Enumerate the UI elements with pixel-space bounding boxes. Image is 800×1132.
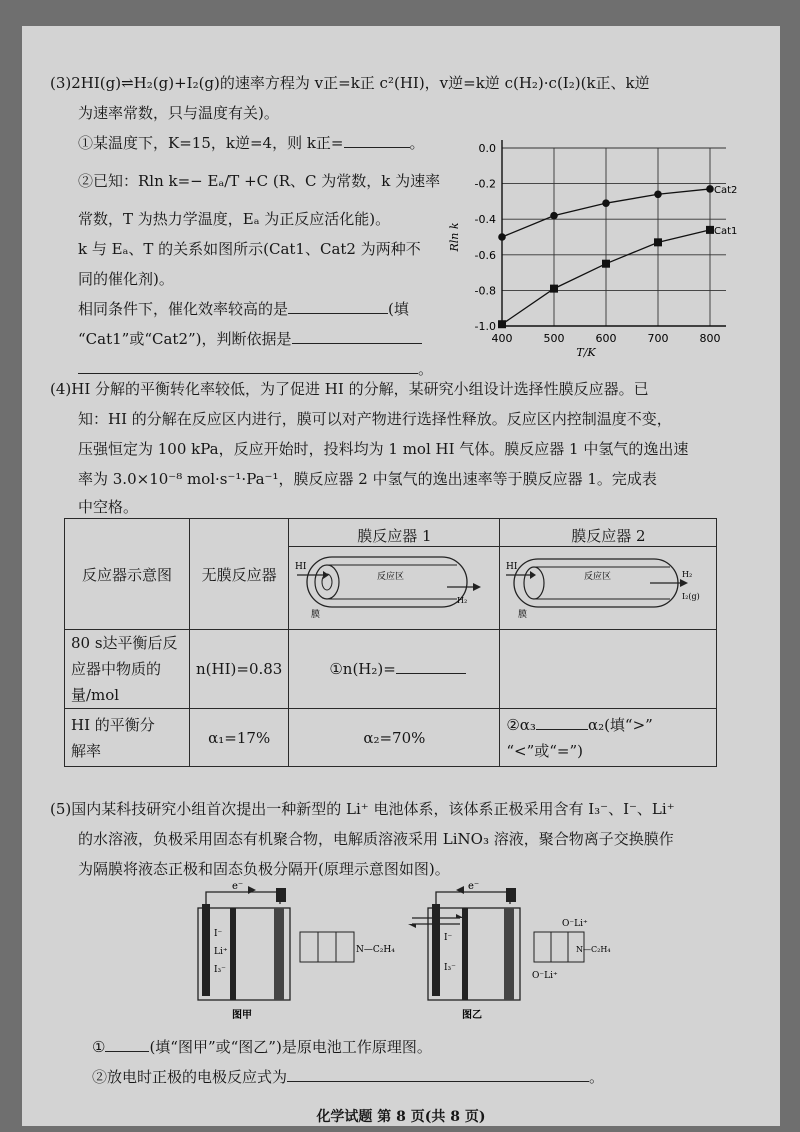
alpha3-compare-line2: “<”或“=”): [506, 741, 584, 760]
reactor2-membrane-label: 膜: [518, 610, 528, 620]
yi-polymer-structure: [532, 919, 611, 981]
q3-reason-blank-2: [78, 373, 418, 374]
fig-jia-label: 图甲: [232, 1010, 252, 1021]
q5-sub1-text: (填“图甲”或“图乙”)是原电池工作原理图。: [149, 1038, 432, 1056]
q5-sub1-blank: [105, 1051, 149, 1052]
q5-sub2-end: 。: [589, 1068, 605, 1086]
q3-reason-blank: [292, 343, 422, 344]
jia-ion-i: I⁻: [214, 929, 223, 939]
yi-membrane: [462, 908, 468, 1000]
yi-electron-label: e⁻: [468, 882, 480, 892]
reverse-arrow-head: [408, 924, 416, 928]
table-amount-row: [65, 630, 717, 709]
row2-label-line3: 量/mol: [71, 686, 120, 704]
reactor2-inlet-head: [530, 571, 536, 579]
table-col1-header-text: 反应器示意图: [81, 565, 172, 584]
reactor2-svg: [500, 547, 704, 625]
chart-point-cat1: [550, 285, 558, 293]
jia-electron-label: e⁻: [232, 882, 244, 892]
table-col1-header: [65, 519, 190, 630]
jia-electrode-left: [202, 904, 210, 996]
yi-li-label-bottom: O⁻Li⁺: [532, 971, 558, 981]
yi-ion-i3: I₃⁻: [444, 963, 456, 973]
q3-sub2-line1: ②已知：Rln k=− Eₐ/T +C (R、C 为常数，k 为速率: [78, 172, 441, 190]
q5-sub2: [92, 1070, 604, 1085]
q3-sub2-line5: [78, 302, 409, 317]
q5-sub1-lead: ①: [92, 1038, 106, 1056]
chart-y-tick-label: 0.0: [478, 142, 496, 155]
chart-point-cat1: [654, 238, 662, 246]
q5-sub1: [92, 1040, 432, 1055]
q3-sub2-line7-end: 。: [418, 360, 434, 378]
q5-line2: 的水溶液，负极采用固态有机聚合物，电解质溶液采用 LiNO₃ 溶液，聚合物离子交换膜作: [78, 830, 674, 848]
alpha2-value: α₂=70%: [363, 728, 426, 747]
yi-electrode-right: [504, 908, 514, 1000]
table-col2-header-text: 无膜反应器: [201, 565, 277, 584]
yi-ion-i: I⁻: [444, 933, 453, 943]
q3-sub2-line6-text: “Cat1”或“Cat2”)，判断依据是: [78, 330, 292, 348]
yi-li-label-top: O⁻Li⁺: [562, 919, 588, 929]
q3-sub2-line5-end: (填: [388, 300, 409, 318]
reactor1-hi-label: HI: [295, 562, 307, 572]
jia-chain-label: N—C₂H₄: [356, 945, 395, 955]
q3-sub2-line6: [78, 332, 422, 347]
chart-x-axis-label: T/K: [576, 346, 596, 359]
reactor1-zone-label: 反应区: [377, 572, 405, 582]
exam-page: [22, 26, 780, 1126]
table-header-row: [65, 519, 717, 547]
q5-line3: 为隔膜将液态正极和固态负极分隔开(原理示意图如图)。: [78, 860, 450, 878]
row2-label-line1: 80 s达平衡后反: [71, 634, 178, 652]
reactor2-outlet-head: [680, 579, 688, 587]
yi-electrode-left: [432, 904, 440, 996]
q4-line4: 率为 3.0×10⁻⁸ mol·s⁻¹·Pa⁻¹，膜反应器 2 中氢气的逸出速率等于膜反应器 1。完成表: [78, 470, 657, 488]
page-footer: 化学试题 第 8 页(共 8 页): [316, 1109, 486, 1125]
chart-point-cat1: [602, 260, 610, 268]
membrane-reactor-2-diagram: [500, 547, 717, 630]
table-row3-col2: [190, 709, 289, 767]
alpha1-value: α₁=17%: [208, 728, 271, 747]
q3-sub2-line5-text: 相同条件下，催化效率较高的是: [78, 300, 289, 318]
chart-point-cat2: [602, 199, 610, 207]
table-col4-header-text: 膜反应器 2: [571, 527, 646, 545]
alpha3-blank: [536, 729, 588, 730]
reactor1-n-h2-blank: [396, 673, 466, 674]
chart-point-cat2: [706, 185, 714, 193]
q5-sub2-blank: [287, 1081, 589, 1082]
table-col3-header: [289, 519, 500, 547]
table-col4-header: [500, 519, 717, 547]
yi-chain-label: N—C₂H₄: [576, 945, 611, 954]
q3-sub2-line4: 同的催化剂)。: [78, 270, 174, 288]
rln-k-vs-t-chart: [442, 126, 742, 361]
reactor2-h2-label: H₂: [682, 570, 693, 579]
q4-line5: 中空格。: [78, 498, 139, 516]
reactor1-svg: [289, 547, 487, 625]
membrane-reactor-table: [64, 518, 717, 767]
alpha3-compare-line1: [506, 712, 710, 738]
row3-label-line1: HI 的平衡分: [71, 715, 155, 734]
row3-label-line2: 解率: [71, 741, 102, 760]
q3-sub1-text: ①某温度下，K=15，k逆=4，则 k正=: [78, 134, 344, 152]
chart-y-tick-label: -0.8: [474, 284, 496, 298]
reactor2-zone-label: 反应区: [584, 572, 612, 582]
q3-line1: (3)2HI(g)⇌H₂(g)+I₂(g)的速率方程为 v正=k正 c²(HI)，v逆=k逆 c(H₂)·c(I₂)(k正、k逆: [50, 74, 650, 92]
q4-line1: (4)HI 分解的平衡转化率较低，为了促进 HI 的分解，某研究小组设计选择性膜反应器。已: [50, 380, 649, 398]
jia-wire: [206, 892, 280, 904]
table-row2-col4: [500, 630, 717, 709]
q5-sub2-text: ②放电时正极的电极反应式为: [92, 1068, 288, 1086]
jia-electron-arrow: [248, 886, 256, 894]
chart-x-tick-label: 800: [699, 332, 721, 345]
jia-polymer-structure: [300, 932, 395, 962]
q3-sub1-blank: [344, 147, 410, 148]
q3-sub1-end: 。: [409, 134, 425, 152]
table-conversion-row: [65, 709, 717, 767]
table-row2-col3: [289, 630, 500, 709]
chart-point-cat2: [654, 190, 662, 198]
chart-y-tick-label: -1.0: [474, 320, 496, 333]
q3-sub2-line3: k 与 Eₐ、T 的关系如图所示(Cat1、Cat2 为两种不: [78, 240, 421, 258]
q3-sub1: [78, 136, 425, 151]
q5-line1: (5)国内某科技研究小组首次提出一种新型的 Li⁺ 电池体系，该体系正极采用含有 I₃⁻、I⁻、Li⁺: [50, 800, 675, 818]
chart-point-cat1: [498, 320, 506, 328]
yi-load: [506, 888, 516, 902]
q3-line2: 为速率常数，只与温度有关)。: [78, 104, 279, 122]
q4-line2: 知：HI 的分解在反应区内进行，膜可以对产物进行选择性释放。反应区内控制温度不变，: [78, 410, 672, 428]
reactor1-inlet-head: [323, 571, 329, 579]
q3-sub2-line2: 常数，T 为热力学温度，Eₐ 为正反应活化能)。: [78, 210, 391, 228]
reactor1-outlet-head: [473, 583, 481, 591]
reactor2-hi-label: HI: [506, 562, 518, 572]
jia-ion-li: Li⁺: [214, 947, 228, 957]
chart-x-tick-label: 400: [491, 332, 513, 345]
chart-y-tick-label: -0.2: [474, 177, 496, 191]
alpha3-hint: α₂(填“>”: [587, 715, 653, 734]
table-col3-header-text: 膜反应器 1: [357, 527, 432, 545]
table-row2-label: [65, 630, 190, 709]
table-row3-col4: [500, 709, 717, 767]
battery-figure: [172, 882, 632, 1027]
jia-membrane: [230, 908, 236, 1000]
chart-x-tick-label: 600: [595, 332, 617, 345]
q3-catalyst-blank: [288, 313, 388, 314]
chart-series-label-cat1: Cat1: [714, 225, 738, 237]
chart-y-tick-label: -0.6: [474, 248, 496, 262]
chart-point-cat1: [706, 226, 714, 234]
table-row3-col3: [289, 709, 500, 767]
reactor2-i2-label: I₂(g): [682, 592, 701, 601]
table-row2-col2: [190, 630, 289, 709]
reactor1-tube-end: [315, 565, 339, 599]
row2-label-line2: 应器中物质的: [71, 660, 162, 678]
chart-y-axis-label: Rln k: [448, 222, 461, 252]
table-row3-label: [65, 709, 190, 767]
reactor1-n-h2-prompt: ①n(H₂)=: [329, 660, 396, 678]
jia-polymer-ring: [300, 932, 354, 962]
fig-yi-label: 图乙: [462, 1010, 482, 1021]
table-col2-header: [190, 519, 289, 630]
yi-wire: [436, 892, 510, 904]
no-membrane-n-hi: n(HI)=0.83: [196, 660, 283, 678]
chart-series-label-cat2: Cat2: [714, 184, 738, 196]
reactor1-h2-label: H₂: [457, 596, 468, 605]
chart-point-cat2: [550, 212, 558, 220]
jia-electrode-right: [274, 908, 284, 1000]
yi-electron-arrow: [456, 886, 464, 894]
q4-line3: 压强恒定为 100 kPa，反应开始时，投料均为 1 mol HI 气体。膜反应器 1 中氢气的逸出速: [78, 440, 689, 458]
reactor1-membrane-label: 膜: [311, 610, 321, 620]
alpha3-prompt: ②α₃: [506, 715, 536, 734]
reactor2-tube-end: [524, 567, 544, 599]
chart-y-tick-label: -0.4: [474, 213, 496, 227]
chart-x-tick-label: 500: [543, 332, 565, 345]
membrane-reactor-1-diagram: [289, 547, 500, 630]
jia-ion-i3: I₃⁻: [214, 965, 226, 975]
q3-sub2-line7: [78, 362, 433, 377]
chart-x-tick-label: 700: [647, 332, 669, 345]
chart-point-cat2: [498, 233, 506, 241]
jia-load: [276, 888, 286, 902]
